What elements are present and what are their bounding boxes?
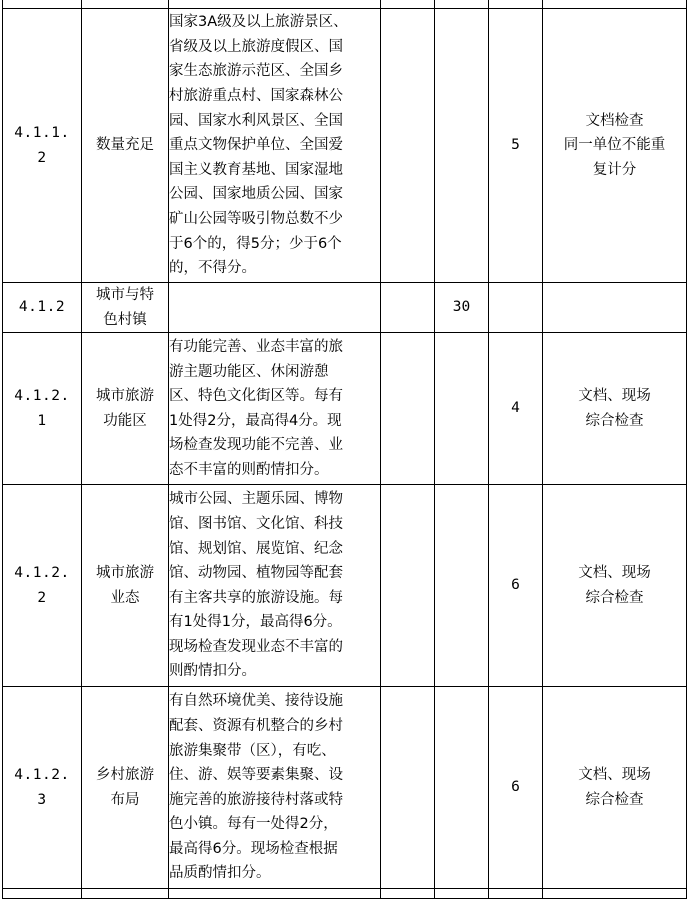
empty-cell (381, 283, 435, 333)
method-cell (543, 889, 687, 899)
item-name-cell: 城市旅游 业态 (82, 485, 169, 687)
method-cell: 文档、现场 综合检查 (543, 485, 687, 687)
scoring-table (2, 0, 687, 899)
criteria-cell: 有功能完善、业态丰富的旅 游主题功能区、休闲游憩 区、特色文化街区等。每有 1处得2分，最高得4分。现 场检查发现功能不完善、业 态不丰富的则酌情扣分。 (169, 333, 381, 485)
max-score-cell (381, 889, 435, 899)
item-name-cell: 乡村旅游 布局 (82, 687, 169, 889)
method-cell: 文档、现场 综合检查 (543, 687, 687, 889)
method-cell: 文档、现场 综合检查 (543, 333, 687, 485)
criteria-cell (169, 283, 381, 333)
max-score-cell (381, 9, 435, 283)
table-row (3, 333, 687, 485)
score-cell: 4 (489, 333, 543, 485)
item-name-cell: 数量充足 (82, 9, 169, 283)
table-row (3, 283, 687, 333)
score-cell (489, 0, 543, 9)
item-id-cell (3, 0, 82, 9)
empty-cell (435, 333, 489, 485)
item-id-cell (3, 889, 82, 899)
item-name-cell (82, 889, 169, 899)
score-cell (489, 283, 543, 333)
criteria-cell (169, 0, 381, 9)
item-id-cell: 4.1.2. 2 (3, 485, 82, 687)
criteria-cell: 城市公园、主题乐园、博物 馆、图书馆、文化馆、科技 馆、规划馆、展览馆、纪念 馆、动物园、植物园等配套 有主客共享的旅游设施。每 有1处得1分，最高得6分。 现场检查发现业态不丰富的 则酌情扣分。 (169, 485, 381, 687)
item-name-cell (82, 0, 169, 9)
max-score-cell (381, 333, 435, 485)
item-id-cell: 4.1.2 (3, 283, 82, 333)
table-row (3, 687, 687, 889)
empty-cell (435, 889, 489, 899)
item-name-cell: 城市与特 色村镇 (82, 283, 169, 333)
method-cell (543, 283, 687, 333)
score-cell: 6 (489, 687, 543, 889)
item-name-cell: 城市旅游 功能区 (82, 333, 169, 485)
item-id-cell: 4.1.2. 3 (3, 687, 82, 889)
score-cell: 6 (489, 485, 543, 687)
empty-cell (435, 485, 489, 687)
max-score-cell (381, 687, 435, 889)
table-row (3, 9, 687, 283)
criteria-cell: 国家3A级及以上旅游景区、 省级及以上旅游度假区、国 家生态旅游示范区、全国乡 村旅游重点村、国家森林公 园、国家水利风景区、全国 重点文物保护单位、全国爱 国主义教育基地、国家湿地 公园、国家地质公园、国家 矿山公园等吸引物总数不少 于6个的，得5分；少于6个 的，不得分。 (169, 9, 381, 283)
score-cell: 5 (489, 9, 543, 283)
table-row (3, 485, 687, 687)
method-cell: 文档检查 同一单位不能重 复计分 (543, 9, 687, 283)
empty-cell (435, 9, 489, 283)
max-score-cell: 30 (435, 283, 489, 333)
empty-cell (435, 687, 489, 889)
score-cell (489, 889, 543, 899)
table-row (3, 889, 687, 899)
item-id-cell: 4.1.1. 2 (3, 9, 82, 283)
criteria-cell: 有自然环境优美、接待设施 配套、资源有机整合的乡村 旅游集聚带（区），有吃、 住、游、娱等要素集聚、设 施完善的旅游接待村落或特 色小镇。每有一处得2分， 最高得6分。现场检查根据 品质酌情扣分。 (169, 687, 381, 889)
method-cell (543, 0, 687, 9)
criteria-cell (169, 889, 381, 899)
empty-cell (435, 0, 489, 9)
max-score-cell (381, 485, 435, 687)
max-score-cell (381, 0, 435, 9)
item-id-cell: 4.1.2. 1 (3, 333, 82, 485)
table-row (3, 0, 687, 9)
